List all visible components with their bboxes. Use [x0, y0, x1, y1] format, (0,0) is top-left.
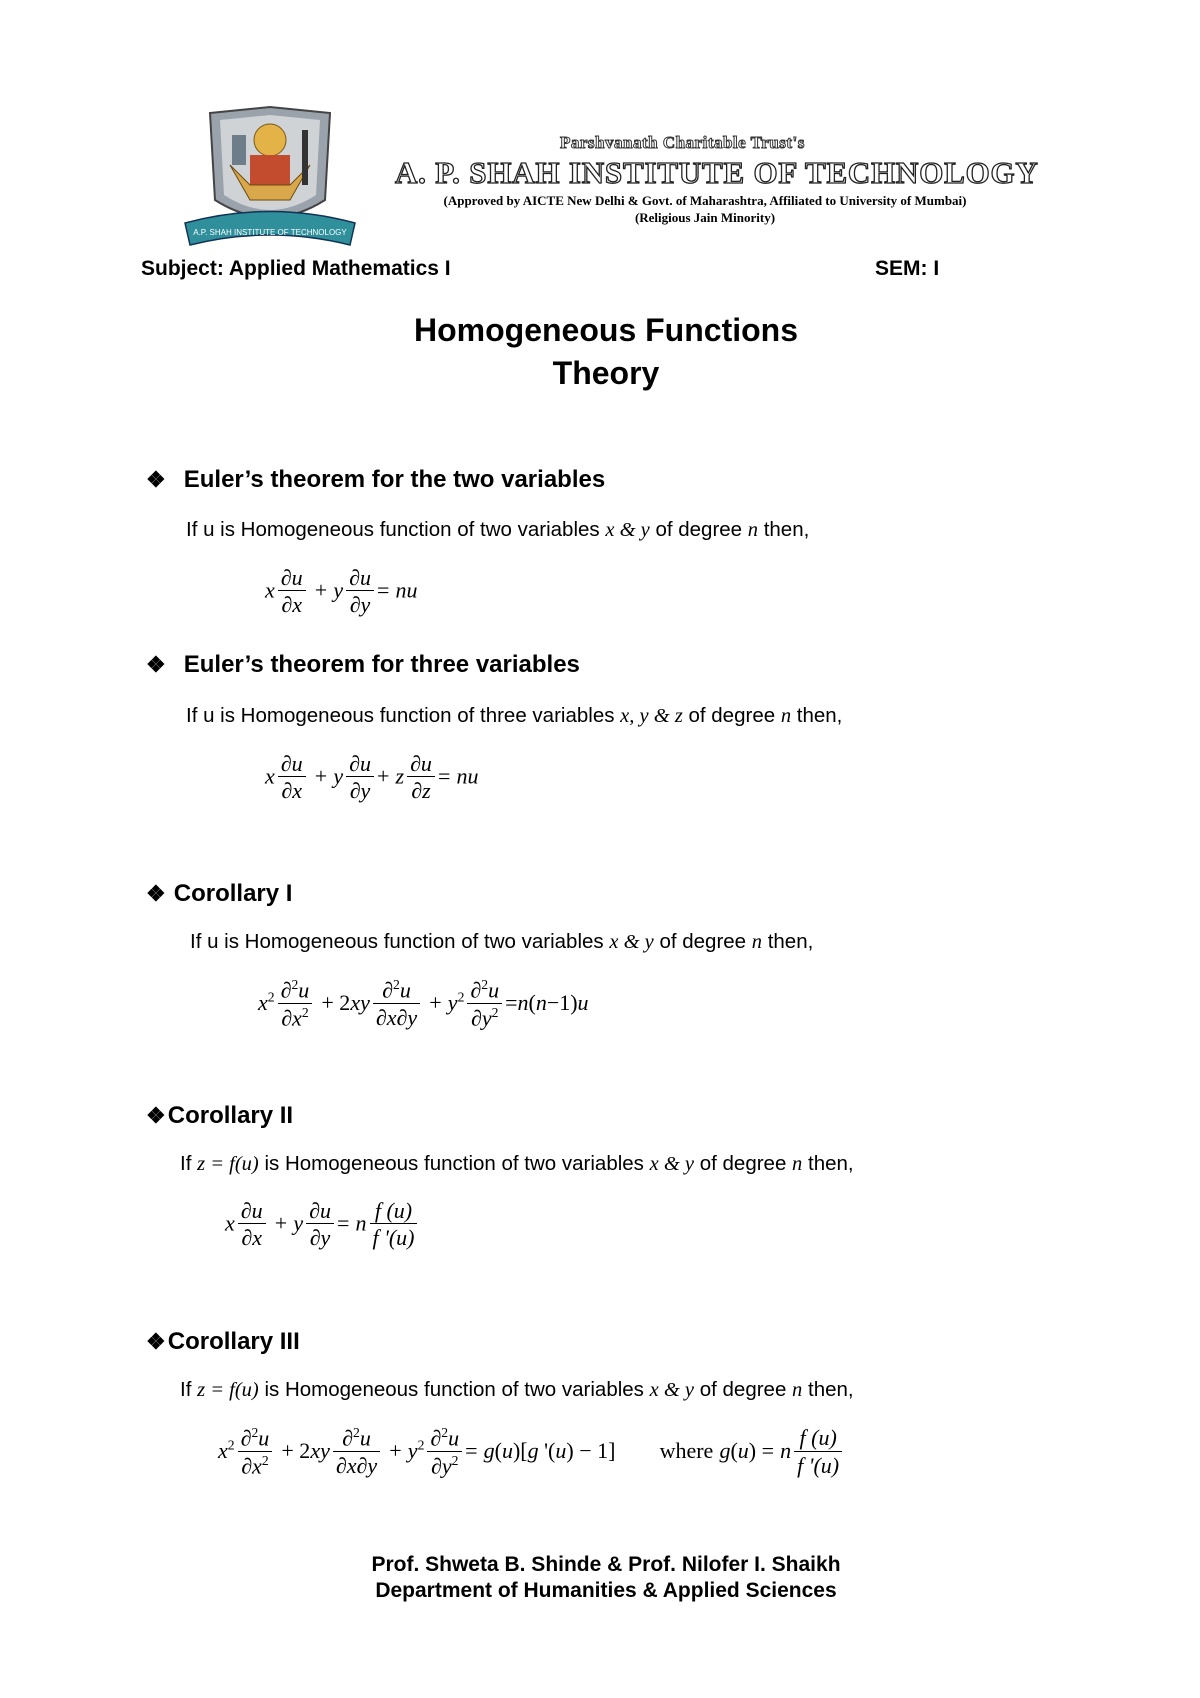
subject-label: Subject: Applied Mathematics I — [141, 257, 451, 280]
euler-three-statement: If u is Homogeneous function of three variables x, y & z of degree n then, — [186, 704, 843, 727]
corollary-3-statement: If z = f(u) is Homogeneous function of two variables x & y of degree n then, — [180, 1378, 854, 1401]
euler-two-statement: If u is Homogeneous function of two variables x & y of degree n then, — [186, 518, 810, 541]
footer-authors: Prof. Shweta B. Shinde & Prof. Nilofer I. Shaikh — [371, 1553, 841, 1576]
page-subtitle: Theory — [552, 355, 660, 391]
sem-label: SEM: I — [875, 257, 940, 280]
diamond-bullet-icon: ❖ — [146, 1103, 166, 1128]
approval-text: (Approved by AICTE New Delhi & Govt. of Maharashtra, Affiliated to University of Mumbai) — [443, 193, 967, 208]
logo-ribbon-text: A.P. SHAH INSTITUTE OF TECHNOLOGY — [193, 228, 347, 237]
equation-euler-three: x $\frac{\partial u}{\partial x}$ + y $\frac{\partial u}{\partial y}$ + z $\frac{\partial u}{\partial z}$ = nu — [265, 751, 479, 804]
diamond-bullet-icon: ❖ — [146, 467, 166, 492]
institute-name: A. P. SHAH INSTITUTE OF TECHNOLOGY — [395, 155, 1039, 190]
minority-text: (Religious Jain Minority) — [634, 210, 776, 225]
page-title: Homogeneous Functions — [414, 312, 798, 348]
diamond-bullet-icon: ❖ — [146, 1329, 166, 1354]
corollary-2-statement: If z = f(u) is Homogeneous function of two variables x & y of degree n then, — [180, 1152, 854, 1175]
equation-corollary-3: $x^2$ $\frac{\partial^2u}{\partial x^2}$ + 2xy $\frac{\partial^2u}{\partial x\partial y}$ + $y^2$ $\frac{\partial^2u}{\partial y^2}$ = g(u)[g '(u) − 1] where g(u) = n $\frac{f (u)}{f '(u)}$ — [218, 1425, 845, 1479]
diamond-bullet-icon: ❖ — [146, 652, 166, 677]
diamond-bullet-icon: ❖ — [146, 881, 166, 906]
institute-logo — [180, 105, 360, 255]
section-heading-euler-three: ❖ Euler’s theorem for three variables — [146, 651, 580, 678]
section-heading-corollary-3: ❖Corollary III — [146, 1328, 300, 1355]
footer-department: Department of Humanities & Applied Sciences — [375, 1579, 837, 1602]
section-heading-corollary-2: ❖Corollary II — [146, 1102, 294, 1129]
corollary-1-statement: If u is Homogeneous function of two variables x & y of degree n then, — [190, 930, 814, 953]
equation-euler-two: x $\frac{\partial u}{\partial x}$ + y $\frac{\partial u}{\partial y}$ = nu — [265, 565, 418, 618]
section-heading-corollary-1: ❖ Corollary I — [146, 880, 293, 907]
section-heading-euler-two: ❖ Euler’s theorem for the two variables — [146, 466, 606, 493]
equation-corollary-1: $x^2$ $\frac{\partial^2u}{\partial x^2}$ + 2xy $\frac{\partial^2u}{\partial x\partial y}$ + $y^2$ $\frac{\partial^2u}{\partial y^2}$ =n(n−1)u — [258, 977, 589, 1030]
equation-corollary-2: x $\frac{\partial u}{\partial x}$ + y $\frac{\partial u}{\partial y}$ = n $\frac{f (u)}{f '(u)}$ — [225, 1198, 420, 1252]
trust-name: Parshvanath Charitable Trust's — [560, 133, 805, 152]
